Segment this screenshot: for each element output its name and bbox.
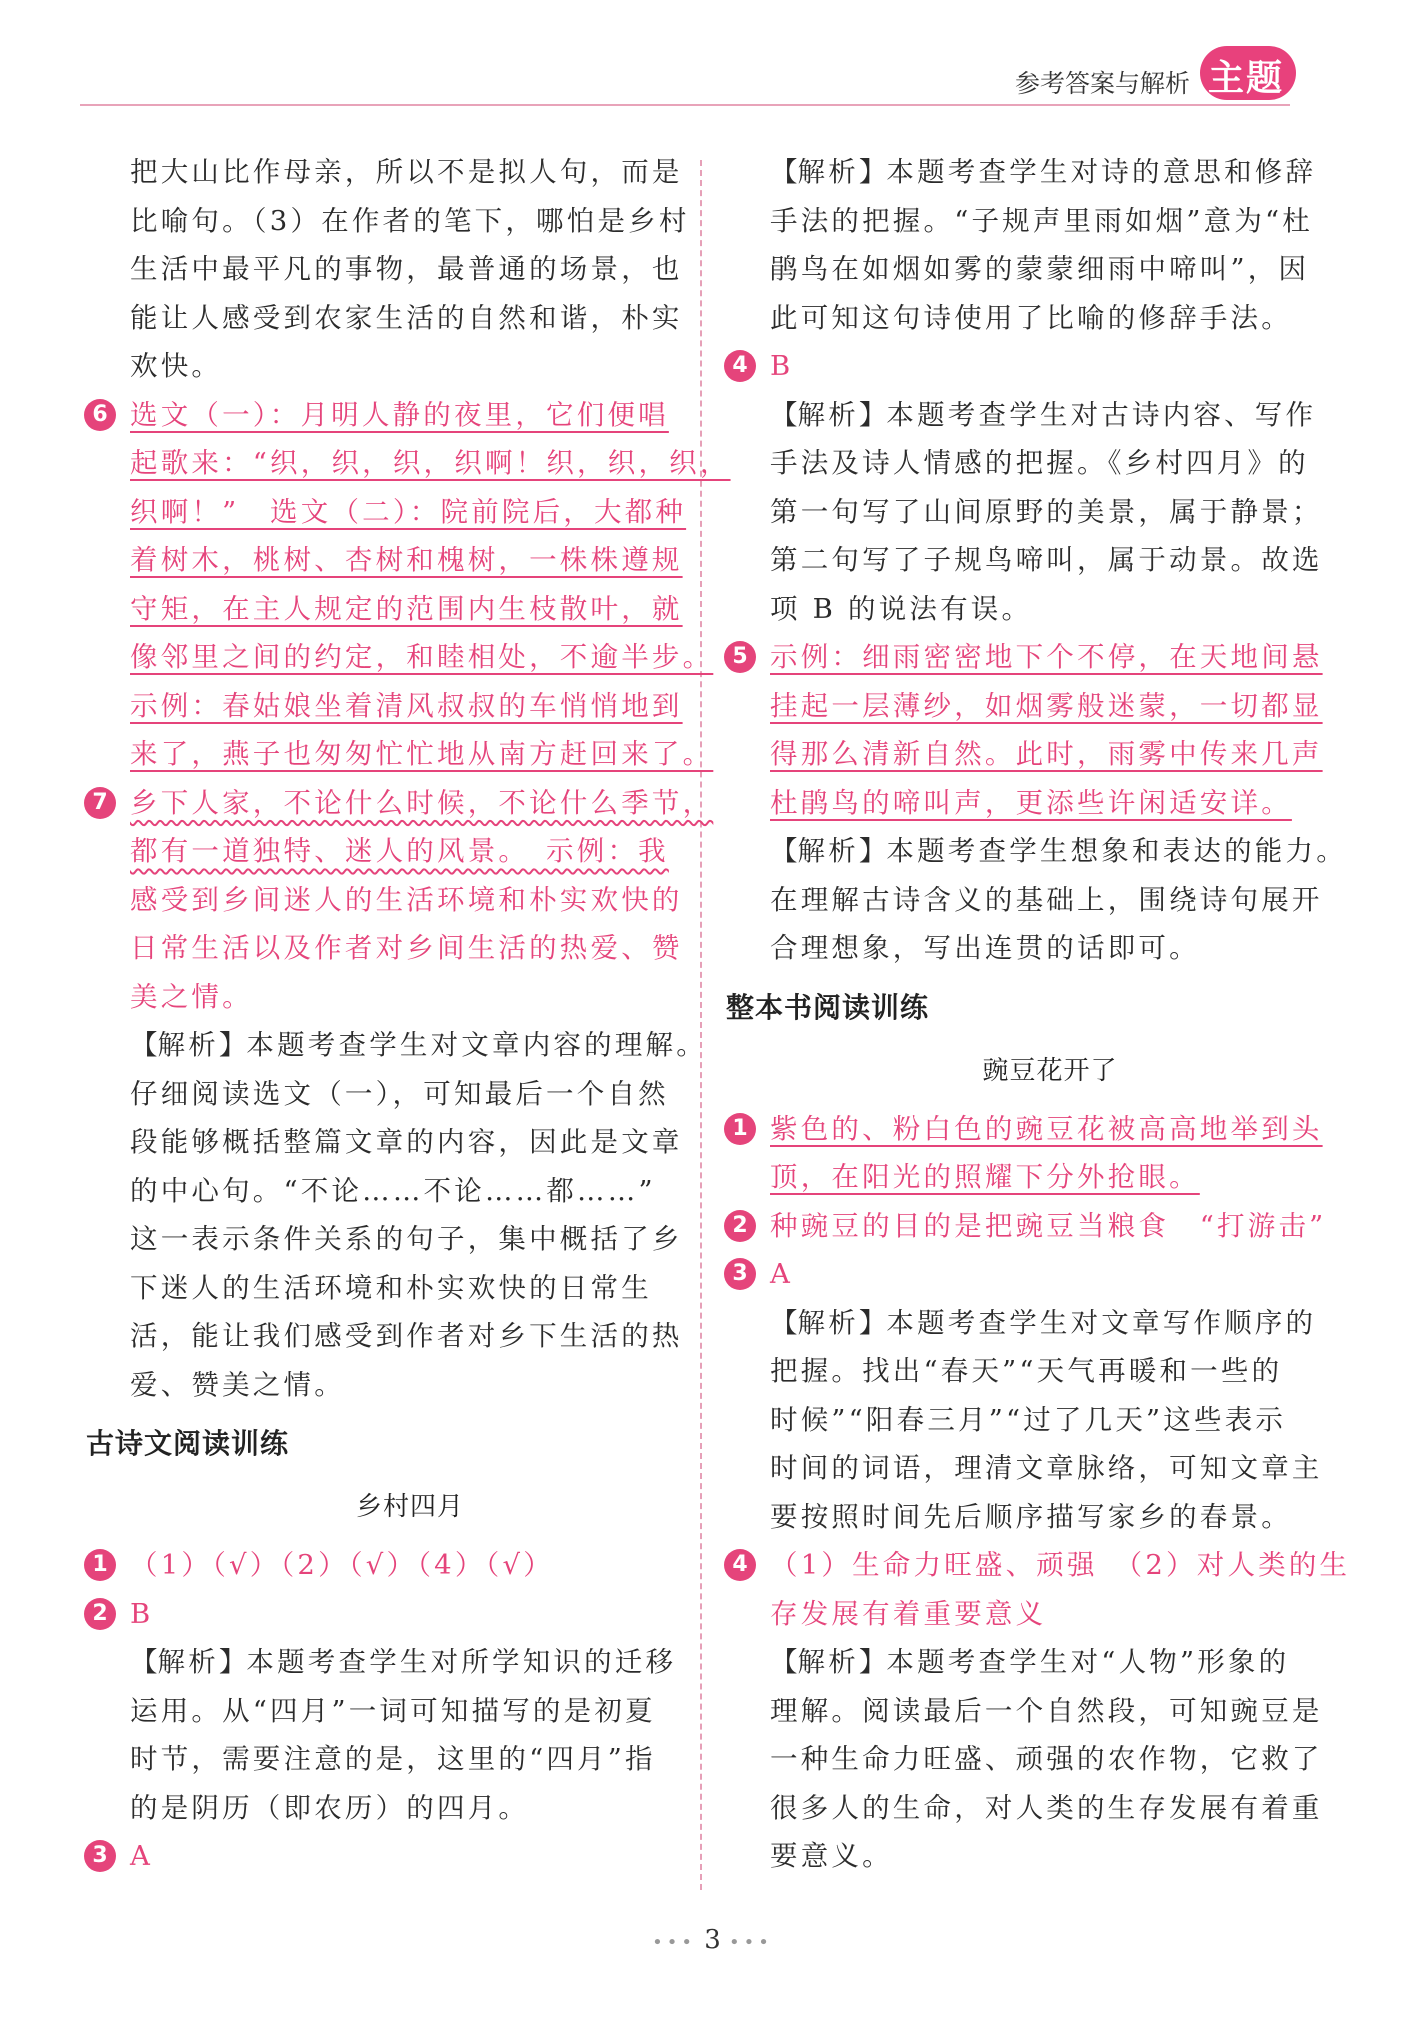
answer-line [130, 488, 690, 537]
answer-line [770, 779, 1330, 828]
answer-line [130, 924, 690, 973]
answer-text: A [130, 1840, 154, 1872]
page-dots-right: ••• [729, 1932, 773, 1953]
analysis-line: 爱、赞美之情。 [130, 1368, 345, 1401]
answer-text: 日常生活以及作者对乡间生活的热爱、赞 [130, 932, 683, 964]
answer-line [130, 536, 690, 585]
analysis-line: 【解析】本题考查学生想象和表达的能力。 [770, 835, 1347, 867]
answer-text: 示例：细雨密密地下个不停，在天地间悬 [770, 641, 1323, 673]
analysis-line: 活，能让我们感受到作者对乡下生活的热 [130, 1320, 683, 1352]
answer-line [770, 1590, 1330, 1639]
analysis-line: 第一句写了山间原野的美景，属于静景； [770, 495, 1323, 528]
answer-line [130, 730, 714, 779]
left-column [86, 148, 731, 1881]
poem-q4-analysis [770, 391, 1330, 634]
poem-q2-answer [92, 1590, 690, 1639]
answer-text: 来了，燕子也匆匆忙忙地从南方赶回来了。 [130, 738, 714, 770]
analysis-text: 本题考查学生对文章内容的理解。 [246, 1029, 707, 1061]
answer-text: 感受到乡间迷人的生活环境和朴实欢快的 [130, 883, 683, 916]
badge-text: 主题 [1208, 58, 1285, 99]
page-number-value: 3 [704, 1925, 721, 1955]
answer-text: B [770, 350, 794, 382]
analysis-text: 本题考查学生对文章写作顺序的 [886, 1306, 1317, 1339]
answer-line [732, 1105, 1330, 1154]
analysis-line: 理解。阅读最后一个自然段，可知豌豆是 [770, 1694, 1323, 1727]
answer-text: 着树木，桃树、杏树和槐树，一株株遵规 [130, 544, 683, 576]
continued-analysis [130, 148, 690, 391]
story-title: 豌豆花开了 [982, 1055, 1118, 1086]
answer-text: 种豌豆的目的是把豌豆当粮食 “打游击” [770, 1209, 1327, 1242]
question-number: 5 [724, 641, 756, 673]
analysis-line: 要意义。 [770, 1840, 893, 1872]
analysis-line: 时间的词语，理清文章脉络，可知文章主 [770, 1452, 1323, 1484]
analysis-tag: 解析 [797, 835, 859, 867]
text-line: 能让人感受到农家生活的自然和谐，朴实 [130, 301, 683, 334]
text-line: 生活中最平凡的事物，最普通的场景，也 [130, 253, 683, 285]
analysis-line: 的中心句。“不论……不论……都……” [130, 1174, 656, 1207]
answer-line [92, 779, 714, 828]
question-number: 7 [84, 787, 116, 819]
answer-text: 选文（一）：月明人静的夜里，它们便唱 [130, 398, 669, 431]
answer-text: 起歌来：“织，织，织，织啊！织，织，织， [130, 447, 731, 479]
analysis-text: 本题考查学生对古诗内容、写作 [886, 398, 1317, 431]
question-number: 2 [84, 1598, 116, 1630]
page-dots-left: ••• [652, 1932, 696, 1953]
poem-q4-answer [732, 342, 1330, 391]
analysis-text: 本题考查学生对所学知识的迁移 [246, 1646, 677, 1678]
analysis-tag: 解析 [157, 1646, 219, 1678]
analysis-line: 很多人的生命，对人类的生存发展有着重 [770, 1791, 1323, 1824]
answer-line [130, 827, 690, 876]
text-line: 比喻句。（3）在作者的笔下，哪怕是乡村 [130, 204, 690, 237]
poem-q2-analysis [130, 1638, 690, 1832]
answer-text: 织啊！” 选文（二）：院前院后，大都种 [130, 495, 687, 528]
answer-line [770, 682, 1330, 731]
answer-line [92, 391, 690, 440]
analysis-line: 手法的把握。“子规声里雨如烟”意为“杜 [770, 204, 1313, 237]
header-divider [80, 104, 1290, 106]
story-q4-answer [732, 1541, 1351, 1638]
question-6-answer [92, 391, 731, 779]
analysis-line: 合理想象，写出连贯的话即可。 [770, 932, 1200, 964]
poem-q5-analysis [770, 827, 1347, 973]
answer-text: 像邻里之间的约定，和睦相处，不逾半步。 [130, 641, 714, 673]
page-number [0, 1925, 1425, 1955]
answer-line [770, 730, 1330, 779]
analysis-line: 此可知这句诗使用了比喻的修辞手法。 [770, 301, 1292, 334]
question-7-answer [92, 779, 714, 1022]
analysis-line: 鹃鸟在如烟如雾的蒙蒙细雨中啼叫”，因 [770, 253, 1310, 285]
answer-line [770, 1153, 1330, 1202]
story-q1-answer [732, 1105, 1330, 1202]
column-divider [700, 160, 702, 1890]
answer-text: 存发展有着重要意义 [770, 1597, 1047, 1630]
analysis-line: 【解析】本题考查学生对诗的意思和修辞 [770, 156, 1317, 188]
question-number: 1 [724, 1113, 756, 1145]
answer-text: 挂起一层薄纱，如烟雾般迷蒙，一切都显 [770, 689, 1323, 722]
analysis-line: 【解析】本题考查学生对文章写作顺序的 [770, 1306, 1317, 1339]
section-title: 古诗文阅读训练 [86, 1427, 290, 1460]
answer-line [732, 1541, 1351, 1590]
analysis-line: 在理解古诗含义的基础上，围绕诗句展开 [770, 883, 1323, 916]
answer-line [130, 439, 731, 488]
analysis-line: 时候”“阳春三月”“过了几天”这些表示 [770, 1403, 1287, 1436]
poem-title: 乡村四月 [355, 1492, 464, 1522]
poem-q3-analysis [770, 148, 1330, 342]
analysis-line: 要按照时间先后顺序描写家乡的春景。 [770, 1500, 1292, 1533]
answer-text: 杜鹃鸟的啼叫声，更添些许闲适安详。 [770, 786, 1292, 819]
question-number: 4 [724, 350, 756, 382]
question-7-analysis [130, 1021, 707, 1409]
poem-q5-answer [732, 633, 1330, 827]
answer-line [130, 682, 690, 731]
analysis-line: 下迷人的生活环境和朴实欢快的日常生 [130, 1271, 652, 1304]
story-q3-analysis [770, 1299, 1330, 1542]
analysis-tag: 解析 [797, 1646, 859, 1678]
story-q3-answer [732, 1250, 1330, 1299]
text-line: 欢快。 [130, 350, 223, 382]
analysis-line: 第二句写了子规鸟啼叫，属于动景。故选 [770, 544, 1323, 576]
question-number: 3 [724, 1258, 756, 1290]
answer-text: 乡下人家，不论什么时候，不论什么季节， [130, 786, 714, 819]
answer-line [130, 973, 690, 1022]
analysis-line: 【解析】本题考查学生对古诗内容、写作 [770, 398, 1317, 431]
story-q2-answer [732, 1202, 1330, 1251]
answer-text: B [130, 1597, 154, 1630]
answer-text: （1）（√）（2）（√）（4）（√） [130, 1549, 554, 1581]
analysis-line: 运用。从“四月”一词可知描写的是初夏 [130, 1694, 656, 1727]
poem-q1-answer [92, 1541, 690, 1590]
question-number: 4 [724, 1549, 756, 1581]
analysis-text: 本题考查学生对诗的意思和修辞 [886, 156, 1317, 188]
analysis-line: 手法及诗人情感的把握。《乡村四月》的 [770, 447, 1309, 479]
question-number: 1 [84, 1549, 116, 1581]
analysis-line: 时节，需要注意的是，这里的“四月”指 [130, 1743, 656, 1775]
answer-line [130, 876, 690, 925]
answer-line [130, 633, 714, 682]
answer-text: 示例：春姑娘坐着清风叔叔的车悄悄地到 [130, 689, 683, 722]
analysis-line: 项 B 的说法有误。 [770, 592, 1033, 625]
analysis-text: 本题考查学生对“人物”形象的 [886, 1646, 1290, 1678]
analysis-tag: 解析 [797, 398, 859, 431]
answer-text: 守矩，在主人规定的范围内生枝散叶，就 [130, 592, 683, 625]
answer-line [130, 585, 690, 634]
question-number: 6 [84, 399, 116, 431]
answer-text: 顶，在阳光的照耀下分外抢眼。 [770, 1161, 1200, 1193]
analysis-line: 的是阴历（即农历）的四月。 [130, 1791, 530, 1824]
header-title: 参考答案与解析 [1015, 69, 1191, 98]
answer-line [732, 633, 1330, 682]
analysis-text: 本题考查学生想象和表达的能力。 [886, 835, 1347, 867]
analysis-line: 一种生命力旺盛、顽强的农作物，它救了 [770, 1743, 1323, 1775]
poem-q3-answer [92, 1832, 690, 1881]
analysis-line: 【解析】本题考查学生对所学知识的迁移 [130, 1646, 677, 1678]
analysis-line: 【解析】本题考查学生对“人物”形象的 [770, 1646, 1290, 1678]
analysis-line: 【解析】本题考查学生对文章内容的理解。 [130, 1029, 707, 1061]
story-q4-analysis [770, 1638, 1330, 1881]
answer-text: 紫色的、粉白色的豌豆花被高高地举到头 [770, 1112, 1323, 1145]
topic-badge [1200, 46, 1296, 100]
analysis-line: 这一表示条件关系的句子，集中概括了乡 [130, 1223, 683, 1255]
analysis-tag: 解析 [797, 156, 859, 188]
answer-text: 都有一道独特、迷人的风景。 示例：我 [130, 835, 669, 867]
section-title: 整本书阅读训练 [726, 990, 930, 1024]
answer-text: （1）生命力旺盛、顽强 （2）对人类的生 [770, 1549, 1351, 1581]
analysis-tag: 解析 [797, 1306, 859, 1339]
answer-text: 得那么清新自然。此时，雨雾中传来几声 [770, 738, 1323, 770]
question-number: 2 [724, 1210, 756, 1242]
analysis-line: 把握。找出“春天”“天气再暖和一些的 [770, 1355, 1283, 1387]
analysis-line: 段能够概括整篇文章的内容，因此是文章 [130, 1126, 683, 1158]
analysis-line: 仔细阅读选文（一），可知最后一个自然 [130, 1077, 669, 1110]
analysis-tag: 解析 [157, 1029, 219, 1061]
answer-text: 美之情。 [130, 980, 253, 1013]
answer-text: A [770, 1258, 794, 1290]
question-number: 3 [84, 1840, 116, 1872]
right-column [726, 148, 1351, 1881]
text-line: 把大山比作母亲，所以不是拟人句，而是 [130, 156, 683, 188]
